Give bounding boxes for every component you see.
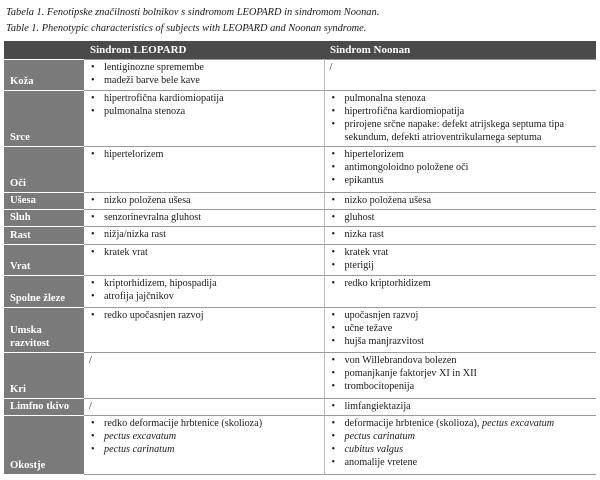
table-row <box>4 227 596 244</box>
list-item <box>329 322 593 335</box>
list-item <box>329 161 593 174</box>
list-item <box>88 443 320 456</box>
bullet-list <box>329 277 593 290</box>
bullet-list <box>329 400 593 413</box>
noonan-cell <box>324 147 596 193</box>
noonan-cell <box>324 416 596 475</box>
list-item <box>329 92 593 105</box>
list-item-text: pterigij <box>344 259 374 271</box>
table-row <box>4 244 596 275</box>
list-item-text: nizko položena ušesa <box>104 194 191 206</box>
list-item <box>88 105 320 118</box>
list-item-text: kratek vrat <box>104 246 148 258</box>
list-item-text: deformacije hrbtenice (skolioza), <box>344 418 482 430</box>
bullet-list <box>88 309 320 322</box>
list-item-text: kriptorhidizem, hipospadija <box>104 278 217 290</box>
bullet-list <box>88 211 320 224</box>
header-leopard: Sindrom LEOPARD <box>84 41 324 60</box>
list-item <box>329 456 593 469</box>
list-item <box>329 367 593 380</box>
noonan-cell <box>324 353 596 399</box>
bullet-list <box>88 148 320 161</box>
list-item-text: atrofija jajčnikov <box>104 291 174 303</box>
list-item-text: upočasnjen razvoj <box>344 309 419 321</box>
list-item-text: hujša manjrazvitost <box>344 335 425 347</box>
list-item-text: nizko položena ušesa <box>344 194 432 206</box>
bullet-list <box>88 61 320 87</box>
leopard-cell <box>84 91 324 147</box>
table-row <box>4 147 596 193</box>
leopard-cell <box>84 147 324 193</box>
bullet-list <box>329 148 593 187</box>
list-item <box>88 74 320 87</box>
list-item-text: pulmonalna stenoza <box>344 93 426 105</box>
list-item-text: von Willebrandova bolezen <box>344 355 457 367</box>
noonan-cell <box>324 398 596 415</box>
bullet-list <box>329 354 593 393</box>
list-item-text: hipertrofična kardiomiopatija <box>104 93 224 105</box>
bullet-list <box>88 417 320 456</box>
header-empty-cell <box>4 41 84 60</box>
list-item-text: pectus carinatum <box>104 444 175 456</box>
empty-value: / <box>89 355 92 367</box>
list-item-text: senzorinevralna gluhost <box>104 212 202 224</box>
leopard-cell <box>84 276 324 307</box>
list-item <box>88 417 320 430</box>
list-item <box>88 148 320 161</box>
bullet-list <box>88 277 320 303</box>
list-item-text: limfangiektazija <box>344 400 411 412</box>
table-header-row <box>4 41 596 60</box>
list-item <box>329 105 593 118</box>
row-label: Sluh <box>4 210 84 227</box>
noonan-cell <box>324 244 596 275</box>
list-item <box>329 259 593 272</box>
leopard-cell <box>84 398 324 415</box>
bullet-list <box>88 228 320 241</box>
row-label: Koža <box>4 60 84 91</box>
list-item-text: lentiginozne spremembe <box>104 62 204 73</box>
table-captions <box>6 5 596 37</box>
list-item <box>329 354 593 367</box>
list-item <box>88 92 320 105</box>
bullet-list <box>88 194 320 207</box>
list-item-text: gluhost <box>344 212 375 224</box>
list-item-text: antimongoloidno položene oči <box>344 162 469 174</box>
list-item <box>329 228 593 241</box>
list-item <box>329 380 593 393</box>
table-row <box>4 192 596 209</box>
table-body <box>4 60 596 475</box>
row-label: Umska razvitost <box>4 307 84 353</box>
list-item <box>329 118 593 144</box>
list-item-text: redko deformacije hrbtenice (skolioza) <box>104 418 263 430</box>
leopard-cell <box>84 60 324 91</box>
table-row <box>4 210 596 227</box>
list-item <box>329 309 593 322</box>
list-item-text: kratek vrat <box>344 246 389 258</box>
leopard-cell <box>84 416 324 475</box>
noonan-cell <box>324 192 596 209</box>
bullet-list <box>88 246 320 259</box>
row-label: Okostje <box>4 416 84 475</box>
list-item-text: redko kriptorhidizem <box>344 278 431 290</box>
list-item-italic-text: pectus excavatum <box>481 418 555 430</box>
bullet-list <box>329 228 593 241</box>
list-item-text: redko upočasnjen razvoj <box>104 309 204 321</box>
caption-english: Table 1. Phenotypic characteristics of subjects with LEOPARD and Noonan syndrome. <box>6 23 367 34</box>
list-item <box>88 194 320 207</box>
list-item-text: pulmonalna stenoza <box>104 106 186 118</box>
list-item-text: hipertelorizem <box>104 149 164 161</box>
empty-value: / <box>329 62 333 73</box>
list-item <box>88 309 320 322</box>
caption-slovene: Tabela 1. Fenotipske značilnosti bolnikov s sindromom LEOPARD in sindromom Noonan. <box>6 7 380 18</box>
list-item-text: nizka rast <box>344 229 384 241</box>
list-item <box>329 335 593 348</box>
table-row <box>4 416 596 475</box>
list-item <box>88 61 320 74</box>
list-item-text: trombocitopenija <box>344 381 415 393</box>
noonan-cell <box>324 60 596 91</box>
list-item <box>329 211 593 224</box>
table-row <box>4 91 596 147</box>
list-item <box>329 277 593 290</box>
list-item-text: pomanjkanje faktorjev XI in XII <box>344 368 477 380</box>
list-item <box>88 277 320 290</box>
list-item <box>329 246 593 259</box>
row-label: Limfno tkivo <box>4 398 84 415</box>
list-item <box>88 430 320 443</box>
empty-value: / <box>89 400 92 412</box>
leopard-cell <box>84 307 324 353</box>
list-item <box>88 228 320 241</box>
noonan-cell <box>324 276 596 307</box>
list-item <box>88 290 320 303</box>
list-item-text: nižja/nizka rast <box>104 229 166 241</box>
header-noonan: Sindrom Noonan <box>324 41 596 60</box>
list-item <box>329 417 593 430</box>
phenotype-table <box>4 41 596 475</box>
bullet-list <box>329 246 593 272</box>
list-item-text: anomalije vretene <box>344 457 418 469</box>
row-label: Vrat <box>4 244 84 275</box>
noonan-cell <box>324 91 596 147</box>
list-item <box>329 443 593 456</box>
list-item <box>329 174 593 187</box>
leopard-cell <box>84 227 324 244</box>
leopard-cell <box>84 353 324 399</box>
table-row <box>4 276 596 307</box>
leopard-cell <box>84 244 324 275</box>
row-label: Ušesa <box>4 192 84 209</box>
table-row <box>4 353 596 399</box>
table-row <box>4 307 596 353</box>
leopard-cell <box>84 192 324 209</box>
row-label: Oči <box>4 147 84 193</box>
bullet-list <box>88 92 320 118</box>
list-item-text: cubitus valgus <box>344 444 404 456</box>
row-label: Kri <box>4 353 84 399</box>
bullet-list <box>329 309 593 348</box>
list-item-text: učne težave <box>344 322 393 334</box>
list-item <box>88 246 320 259</box>
noonan-cell <box>324 210 596 227</box>
row-label: Srce <box>4 91 84 147</box>
list-item <box>329 148 593 161</box>
list-item-text: pectus carinatum <box>344 431 415 443</box>
row-label: Rast <box>4 227 84 244</box>
noonan-cell <box>324 227 596 244</box>
row-label: Spolne žleze <box>4 276 84 307</box>
list-item <box>88 211 320 224</box>
bullet-list <box>329 211 593 224</box>
table-row <box>4 60 596 91</box>
list-item <box>329 194 593 207</box>
list-item-text: hipertrofična kardiomiopatija <box>344 106 465 118</box>
list-item-text: pectus excavatum <box>104 431 177 443</box>
list-item-text: madeži barve bele kave <box>104 75 200 86</box>
list-item-text: hipertelorizem <box>344 149 404 161</box>
noonan-cell <box>324 307 596 353</box>
table-row <box>4 398 596 415</box>
leopard-cell <box>84 210 324 227</box>
bullet-list <box>329 194 593 207</box>
bullet-list <box>329 92 593 144</box>
list-item <box>329 430 593 443</box>
list-item-text: epikantus <box>344 175 384 187</box>
bullet-list <box>329 417 593 469</box>
list-item-text: prirojene srčne napake: defekt atrijskega septuma tipa sekundum, defekti atrioventrikularnega septuma <box>344 119 565 144</box>
list-item <box>329 400 593 413</box>
